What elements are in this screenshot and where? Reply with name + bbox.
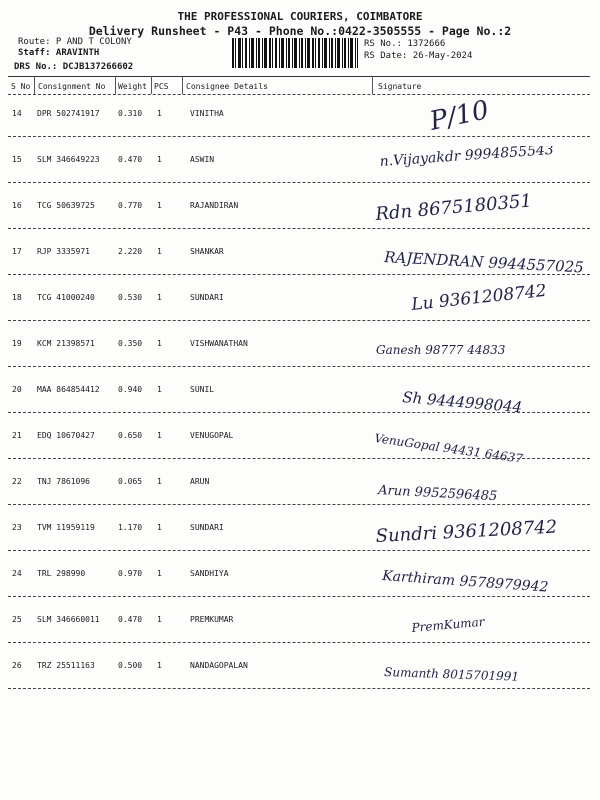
weight-value: 0.065 [118, 477, 143, 486]
consignment-number: TCG 50639725 [37, 201, 95, 210]
column-divider [372, 76, 373, 94]
row-sno: 22 [12, 477, 22, 486]
consignee-name: SANDHIYA [190, 569, 229, 578]
pieces-count: 1 [157, 293, 162, 302]
weight-value: 0.470 [118, 615, 143, 624]
weight-value: 0.470 [118, 155, 143, 164]
header-bottom-rule [8, 94, 590, 95]
table-row [0, 468, 600, 514]
pieces-count: 1 [157, 523, 162, 532]
signature-text: P/10 [427, 100, 492, 137]
consignee-name: SUNDARI [190, 293, 224, 302]
signature-handwriting [372, 376, 592, 422]
drs-number: DRS No.: DCJB137266602 [14, 62, 134, 72]
signature-text: PremKumar [411, 614, 485, 635]
pieces-count: 1 [157, 155, 162, 164]
row-separator [8, 320, 590, 321]
rs-number: RS No.: 1372666 [364, 39, 446, 49]
row-sno: 23 [12, 523, 22, 532]
signature-text: Ganesh 98777 44833 [376, 343, 506, 357]
consignment-number: TRZ 25511163 [37, 661, 95, 670]
row-sno: 24 [12, 569, 22, 578]
row-separator [8, 136, 590, 137]
signature-handwriting [372, 100, 592, 146]
consignment-number: TCG 41000240 [37, 293, 95, 302]
consignee-name: NANDAGOPALAN [190, 661, 248, 670]
signature-text: Sh 9444998044 [401, 388, 523, 417]
consignee-name: SHANKAR [190, 247, 224, 256]
consignment-number: TVM 11959119 [37, 523, 95, 532]
consignment-number: MAA 864854412 [37, 385, 100, 394]
table-row [0, 514, 600, 560]
row-sno: 14 [12, 109, 22, 118]
pieces-count: 1 [157, 201, 162, 210]
table-row [0, 560, 600, 606]
row-separator [8, 504, 590, 505]
pieces-count: 1 [157, 385, 162, 394]
row-separator [8, 642, 590, 643]
weight-value: 0.970 [118, 569, 143, 578]
table-row [0, 652, 600, 698]
consignment-number: SLM 346660011 [37, 615, 100, 624]
staff-label: Staff: ARAVINTH [18, 48, 100, 58]
weight-value: 0.350 [118, 339, 143, 348]
row-sno: 16 [12, 201, 22, 210]
signature-handwriting [372, 238, 592, 284]
table-row [0, 238, 600, 284]
signature-handwriting [372, 422, 592, 468]
row-sno: 21 [12, 431, 22, 440]
weight-value: 2.220 [118, 247, 143, 256]
consignee-name: SUNIL [190, 385, 215, 394]
table-row [0, 284, 600, 330]
signature-handwriting [372, 284, 592, 330]
row-separator [8, 550, 590, 551]
column-header-consignee: Consignee Details [186, 82, 268, 91]
weight-value: 0.940 [118, 385, 143, 394]
weight-value: 0.310 [118, 109, 143, 118]
table-row [0, 422, 600, 468]
signature-handwriting [372, 514, 592, 560]
barcode-icon [232, 38, 358, 68]
consignee-name: VENUGOPAL [190, 431, 234, 440]
row-separator [8, 688, 590, 689]
pieces-count: 1 [157, 431, 162, 440]
header-top-rule [8, 76, 590, 77]
table-row [0, 100, 600, 146]
weight-value: 0.650 [118, 431, 143, 440]
column-header-consignment: Consignment No [38, 82, 106, 91]
column-divider [151, 76, 152, 94]
column-header-sno: S No [11, 82, 31, 91]
table-row [0, 606, 600, 652]
row-sno: 15 [12, 155, 22, 164]
consignee-name: ASWIN [190, 155, 215, 164]
row-separator [8, 596, 590, 597]
weight-value: 1.170 [118, 523, 143, 532]
row-sno: 19 [12, 339, 22, 348]
pieces-count: 1 [157, 569, 162, 578]
signature-text: Rdn 8675180351 [374, 192, 533, 225]
consignee-name: SUNDARI [190, 523, 224, 532]
signature-handwriting [372, 146, 592, 192]
consignee-name: VINITHA [190, 109, 224, 118]
pieces-count: 1 [157, 339, 162, 348]
row-separator [8, 182, 590, 183]
row-separator [8, 274, 590, 275]
weight-value: 0.500 [118, 661, 143, 670]
consignment-number: EDQ 10670427 [37, 431, 95, 440]
signature-text: Karthiram 9578979942 [381, 568, 549, 596]
signature-text: Lu 9361208742 [410, 284, 548, 315]
consignment-number: SLM 346649223 [37, 155, 100, 164]
weight-value: 0.530 [118, 293, 143, 302]
consignment-number: KCM 21398571 [37, 339, 95, 348]
pieces-count: 1 [157, 615, 162, 624]
pieces-count: 1 [157, 661, 162, 670]
consignee-name: RAJANDIRAN [190, 201, 239, 210]
pieces-count: 1 [157, 247, 162, 256]
company-title: THE PROFESSIONAL COURIERS, COIMBATORE [177, 10, 423, 23]
signature-text: Sundri 9361208742 [375, 516, 558, 547]
table-row [0, 330, 600, 376]
signature-text: RAJENDRAN 9944557025 [383, 248, 585, 277]
row-sno: 20 [12, 385, 22, 394]
pieces-count: 1 [157, 109, 162, 118]
route-label: Route: P AND T COLONY [18, 37, 132, 47]
signature-handwriting [372, 192, 592, 238]
weight-value: 0.770 [118, 201, 143, 210]
signature-text: Sumanth 8015701991 [383, 665, 520, 684]
column-divider [182, 76, 183, 94]
consignee-name: ARUN [190, 477, 210, 486]
column-divider [115, 76, 116, 94]
row-separator [8, 228, 590, 229]
consignee-name: VISHWANATHAN [190, 339, 248, 348]
signature-text: Arun 9952596485 [377, 483, 498, 505]
rs-date: RS Date: 26-May-2024 [364, 51, 473, 61]
signature-handwriting [372, 606, 592, 652]
row-separator [8, 458, 590, 459]
pieces-count: 1 [157, 477, 162, 486]
signature-handwriting [372, 330, 592, 376]
signature-text: VenuGopal 94431 64637 [373, 431, 524, 466]
consignment-number: DPR 502741917 [37, 109, 100, 118]
row-sno: 17 [12, 247, 22, 256]
row-separator [8, 412, 590, 413]
column-header-pcs: PCS [154, 82, 169, 91]
signature-text: n.Vijayakdr 9994855543 [379, 146, 555, 170]
table-row [0, 146, 600, 192]
row-sno: 26 [12, 661, 22, 670]
consignment-number: TRL 298990 [37, 569, 86, 578]
consignment-number: RJP 3335971 [37, 247, 90, 256]
table-row [0, 376, 600, 422]
signature-handwriting [372, 652, 592, 698]
consignment-number: TNJ 7861096 [37, 477, 90, 486]
column-header-signature: Signature [378, 82, 422, 91]
row-sno: 25 [12, 615, 22, 624]
row-separator [8, 366, 590, 367]
runsheet-subtitle: Delivery Runsheet - P43 - Phone No.:0422-3505555 - Page No.:2 [88, 24, 512, 38]
column-divider [34, 76, 35, 94]
signature-handwriting [372, 468, 592, 514]
column-header-weight: Weight [118, 82, 147, 91]
signature-handwriting [372, 560, 592, 606]
table-row [0, 192, 600, 238]
row-sno: 18 [12, 293, 22, 302]
consignee-name: PREMKUMAR [190, 615, 234, 624]
